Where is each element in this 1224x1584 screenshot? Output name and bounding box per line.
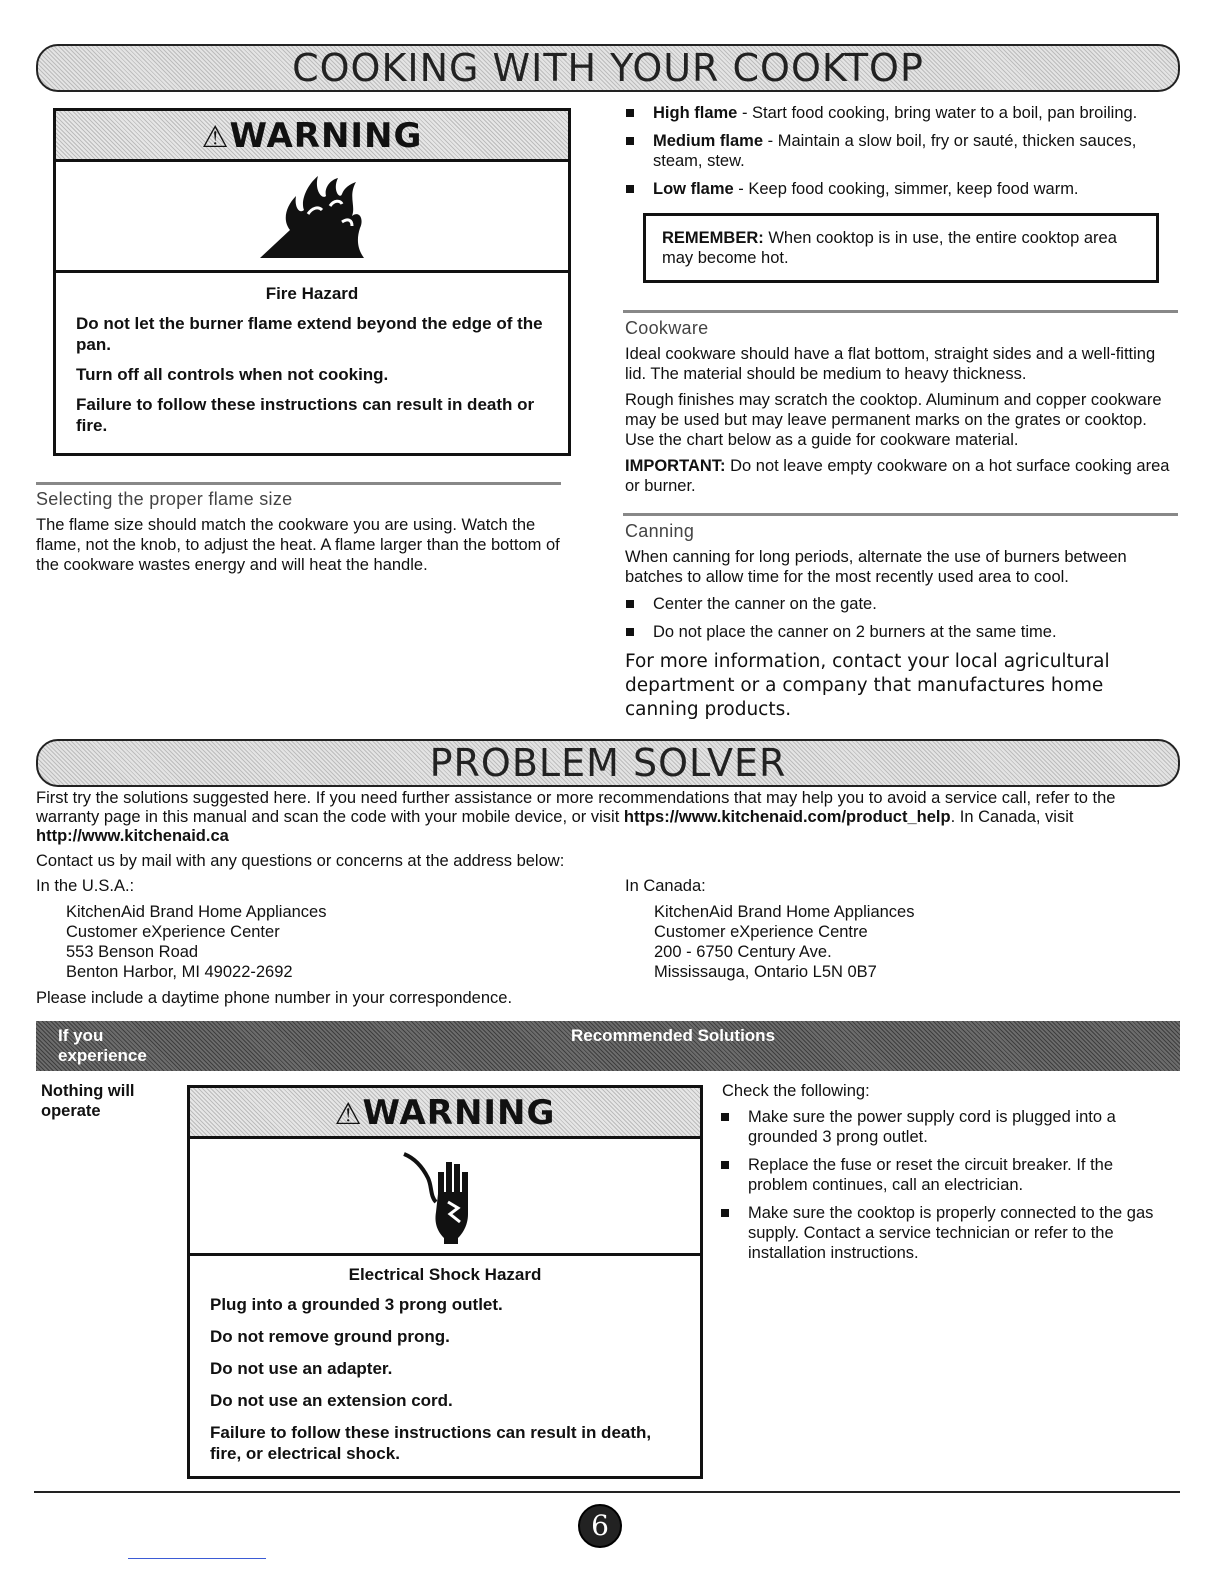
address-line: Customer eXperience Centre (654, 923, 868, 941)
contact-text: Contact us by mail with any questions or concerns at the address below: (36, 852, 565, 870)
address-line: KitchenAid Brand Home Appliances (66, 903, 327, 921)
flame-label: Medium flame (653, 132, 764, 150)
warning-line: Failure to follow these instructions can result in death or fire. (76, 395, 535, 435)
address-line: Benton Harbor, MI 49022-2692 (66, 963, 293, 981)
list-item: Center the canner on the gate. (623, 594, 1183, 614)
intro-text: . In Canada, visit (950, 808, 1074, 826)
hazard-title: Fire Hazard (265, 284, 359, 303)
warning-line: Do not use an adapter. (210, 1359, 393, 1378)
list-item (623, 131, 1183, 171)
section-divider (623, 513, 1178, 516)
important-label: IMPORTANT: (625, 457, 726, 475)
cookware-text (625, 344, 1175, 502)
problem-intro (36, 789, 1181, 846)
important-note (625, 456, 1175, 496)
canning-more-info: For more information, contact your local agricultural department or a company that manufactures home canning products. (625, 651, 1110, 720)
flame-size-text: The flame size should match the cookware you are using. Watch the flame, not the knob, to adjust the heat. A flame larger than the bottom of the cookware wastes energy and will heat the handle. (36, 516, 560, 574)
canning-text: When canning for long periods, alternate the use of burners between batches to allow time for the most recently used area to cool. (625, 548, 1127, 586)
address-line: 553 Benson Road (66, 943, 199, 961)
remember-box (643, 213, 1159, 283)
warning-triangle-icon: ⚠ (201, 120, 230, 155)
flame-text: - Start food cooking, bring water to a boil, pan broiling. (737, 104, 1138, 122)
warning-title: WARNING (229, 116, 423, 156)
col-if-you-experience: If you experience (58, 1026, 147, 1065)
warning-line: Turn off all controls when not cooking. (76, 365, 389, 384)
cookware-p1: Ideal cookware should have a flat bottom, straight sides and a well-fitting lid. The material should be medium to heavy thickness. (625, 345, 1156, 383)
flame-text: - Keep food cooking, simmer, keep food warm. (733, 180, 1079, 198)
flame-list (623, 103, 1183, 207)
list-item: Make sure the cooktop is properly connected to the gas supply. Contact a service technician or refer to the installation instructions. (718, 1203, 1173, 1263)
flame-text: - Maintain a slow boil, fry or sauté, thicken sauces, steam, stew. (653, 132, 1137, 170)
canada-label: In Canada: (625, 877, 706, 895)
cooking-banner: COOKING WITH YOUR COOKTOP (36, 44, 1180, 92)
warning-title: WARNING (362, 1093, 556, 1133)
electrical-shock-icon (190, 1139, 700, 1256)
phone-note: Please include a daytime phone number in your correspondence. (36, 989, 513, 1007)
check-following: Check the following: (722, 1082, 870, 1100)
canada-address (654, 902, 915, 982)
table-header (36, 1021, 1180, 1071)
usa-address (66, 902, 327, 982)
canada-link[interactable]: http://www.kitchenaid.ca (36, 827, 229, 845)
section-divider (623, 310, 1178, 313)
canning-heading: Canning (625, 521, 695, 541)
flame-label: High flame (653, 104, 738, 122)
address-line: Mississauga, Ontario L5N 0B7 (654, 963, 877, 981)
address-line: 200 - 6750 Century Ave. (654, 943, 832, 961)
cookware-p2: Rough finishes may scratch the cooktop. Aluminum and copper cookware may be used but may leave permanent marks on the grates or cooktop. Use the chart below as a guide for cookware material. (625, 391, 1162, 449)
problem-nothing-will-operate: Nothing will operate (41, 1082, 135, 1120)
list-item: Replace the fuse or reset the circuit breaker. If the problem continues, call an electrician. (718, 1155, 1173, 1195)
warning-line: Failure to follow these instructions can result in death, fire, or electrical shock. (210, 1423, 652, 1463)
list-item (623, 103, 1183, 123)
intro-text: First try the solutions suggested here. If you need further assistance or more recommendations that may help you to avoid a service call, refer to the warranty page in this manual and scan the code with your mobile device, or visit (36, 789, 1116, 826)
col-recommended-solutions: Recommended Solutions (571, 1026, 776, 1045)
decorative-rule (128, 1558, 266, 1559)
canning-list (623, 594, 1183, 650)
warning-line: Do not let the burner flame extend beyond the edge of the pan. (76, 314, 543, 354)
list-item: Make sure the power supply cord is plugged into a grounded 3 prong outlet. (718, 1107, 1173, 1147)
warning-header (56, 111, 568, 162)
list-item: Do not place the canner on 2 burners at the same time. (623, 622, 1183, 642)
flame-size-heading: Selecting the proper flame size (36, 489, 293, 509)
address-line: KitchenAid Brand Home Appliances (654, 903, 915, 921)
flame-label: Low flame (653, 180, 734, 198)
warning-line: Do not use an extension cord. (210, 1391, 453, 1410)
fire-icon (56, 162, 568, 273)
warning-triangle-icon: ⚠ (334, 1097, 363, 1132)
usa-label: In the U.S.A.: (36, 877, 135, 895)
electrical-warning-box (187, 1085, 703, 1479)
solution-list (718, 1107, 1173, 1271)
problem-solver-banner: PROBLEM SOLVER (36, 739, 1180, 787)
warning-line: Do not remove ground prong. (210, 1327, 450, 1346)
cookware-heading: Cookware (625, 318, 709, 338)
remember-label: REMEMBER: (662, 229, 764, 247)
address-line: Customer eXperience Center (66, 923, 280, 941)
remember-text: When cooktop is in use, the entire cooktop area may become hot. (662, 229, 1117, 267)
page-number: 6 (578, 1504, 622, 1548)
important-text: Do not leave empty cookware on a hot surface cooking area or burner. (625, 457, 1170, 495)
product-help-link[interactable]: https://www.kitchenaid.com/product_help (623, 808, 951, 826)
list-item (623, 179, 1183, 199)
hazard-title: Electrical Shock Hazard (348, 1265, 542, 1284)
footer-rule (34, 1491, 1180, 1493)
section-divider (36, 482, 561, 485)
fire-warning-box (53, 108, 571, 456)
warning-header (190, 1088, 700, 1139)
warning-line: Plug into a grounded 3 prong outlet. (210, 1295, 503, 1314)
